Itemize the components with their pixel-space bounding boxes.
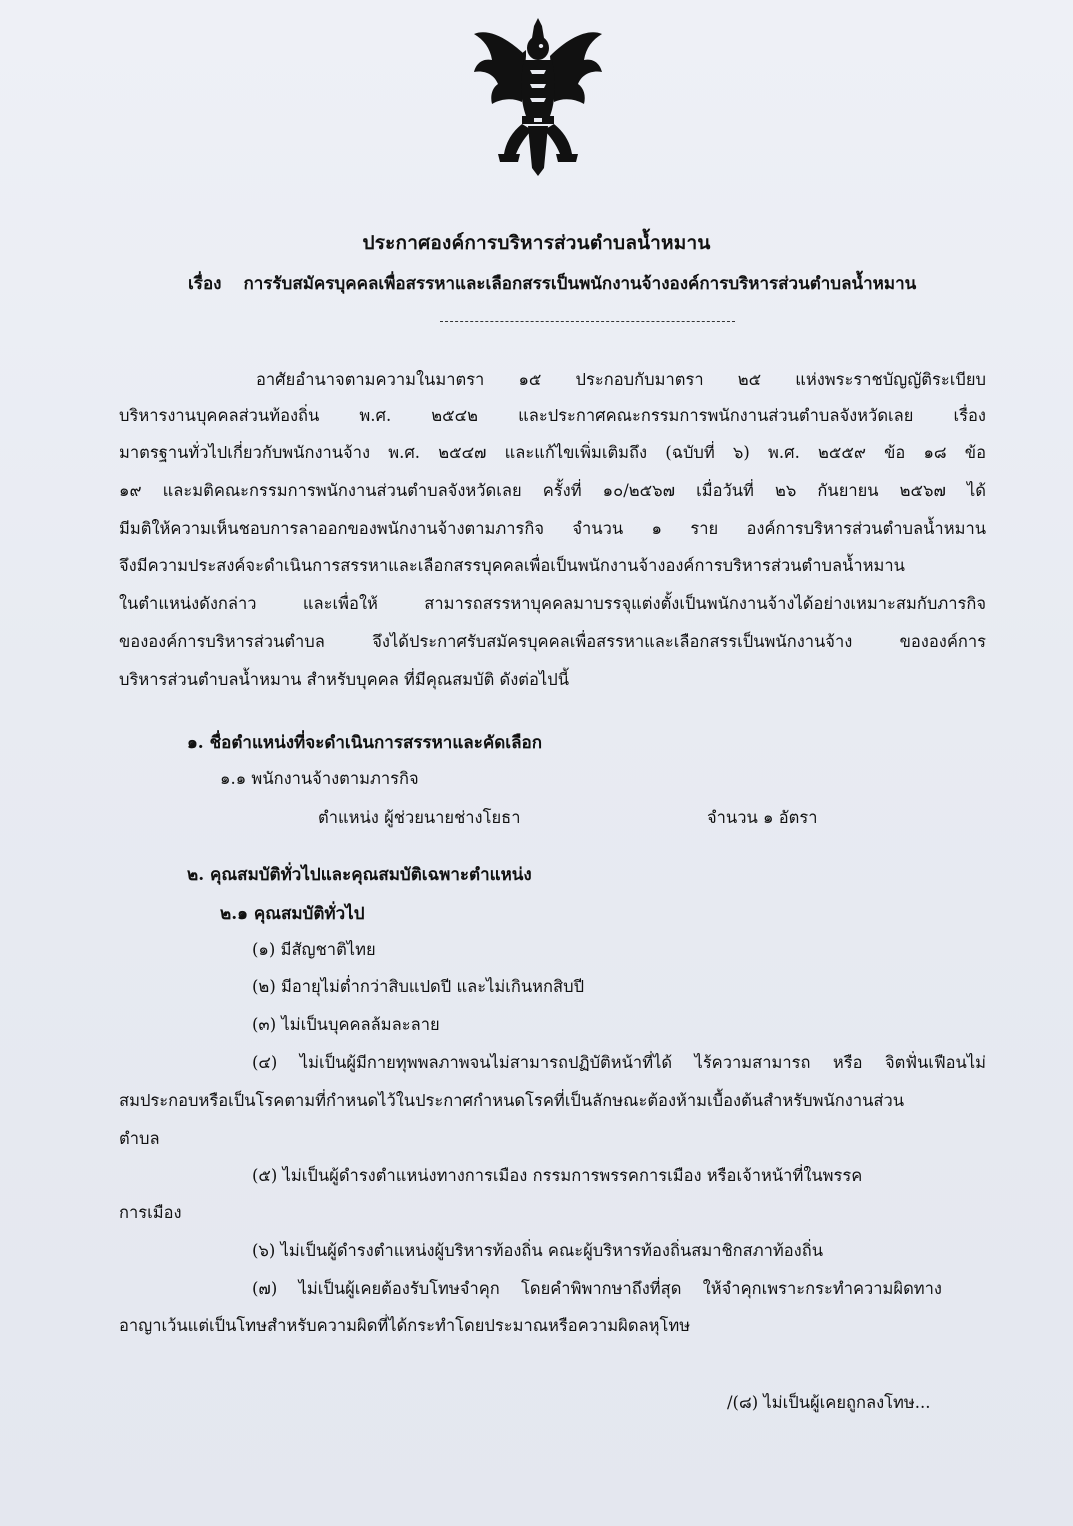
qualification-4-line-1: (๔) ไม่เป็นผู้มีกายทุพพลภาพจนไม่สามารถปฏิบัติหน้าที่ได้ ไร้ความสามารถ หรือ จิตฟั่นเฟือนไม่ [252, 1053, 986, 1072]
position-name: ตำแหน่ง ผู้ช่วยนายช่างโยธา [318, 808, 521, 827]
qualification-4-line-3: ตำบล [119, 1129, 160, 1148]
qualification-6: (๖) ไม่เป็นผู้ดำรงตำแหน่งผู้บริหารท้องถิ่น คณะผู้บริหารท้องถิ่นสมาชิกสภาท้องถิ่น [252, 1241, 823, 1260]
qualification-7-line-2: อาญาเว้นแต่เป็นโทษสำหรับความผิดที่ได้กระทำโดยประมาณหรือความผิดลหุโทษ [119, 1316, 691, 1335]
section-1-1: ๑.๑ พนักงานจ้างตามภารกิจ [220, 769, 419, 788]
preamble-line-7: ในตำแหน่งดังกล่าว และเพื่อให้ สามารถสรรหาบุคคลมาบรรจุแต่งตั้งเป็นพนักงานจ้างได้อย่างเหมาะสมกับภารกิจ [119, 594, 986, 613]
separator-line [440, 321, 735, 322]
section-2-1: ๒.๑ คุณสมบัติทั่วไป [220, 904, 365, 924]
preamble-line-5: มีมติให้ความเห็นชอบการลาออกของพนักงานจ้างตามภารกิจ จำนวน ๑ ราย องค์การบริหารส่วนตำบลน้ำหมาน [119, 519, 986, 538]
subject-text: การรับสมัครบุคคลเพื่อสรรหาและเลือกสรรเป็นพนักงานจ้างองค์การบริหารส่วนตำบลน้ำหมาน [243, 274, 917, 294]
qualification-7-line-1: (๗) ไม่เป็นผู้เคยต้องรับโทษจำคุก โดยคำพิพากษาถึงที่สุด ให้จำคุกเพราะกระทำความผิดทาง [252, 1279, 942, 1298]
qualification-5-line-1: (๕) ไม่เป็นผู้ดำรงตำแหน่งทางการเมือง กรรมการพรรคการเมือง หรือเจ้าหน้าที่ในพรรค [252, 1166, 863, 1185]
qualification-3: (๓) ไม่เป็นบุคคลล้มละลาย [252, 1015, 440, 1034]
qualification-4-line-2: สมประกอบหรือเป็นโรคตามที่กำหนดไว้ในประกาศกำหนดโรคที่เป็นลักษณะต้องห้ามเบื้องต้นสำหรับพนักงานส่วน [119, 1091, 904, 1110]
subject-label: เรื่อง [188, 274, 222, 294]
garuda-emblem-icon [468, 18, 608, 178]
qualification-5-line-2: การเมือง [119, 1203, 182, 1222]
section-2-heading: ๒. คุณสมบัติทั่วไปและคุณสมบัติเฉพาะตำแหน่ง [187, 865, 532, 885]
preamble-line-2: บริหารงานบุคคลส่วนท้องถิ่น พ.ศ. ๒๕๔๒ และประกาศคณะกรรมการพนักงานส่วนตำบลจังหวัดเลย เรื่อง [119, 406, 986, 425]
preamble-line-6: จึงมีความประสงค์จะดำเนินการสรรหาและเลือกสรรบุคคลเพื่อเป็นพนักงานจ้างองค์การบริหารส่วนตำบลน้ำหมาน [119, 556, 905, 575]
preamble-line-9: บริหารส่วนตำบลน้ำหมาน สำหรับบุคคล ที่มีคุณสมบัติ ดังต่อไปนี้ [119, 670, 569, 689]
preamble-line-4: ๑๙ และมติคณะกรรมการพนักงานส่วนตำบลจังหวัดเลย ครั้งที่ ๑๐/๒๕๖๗ เมื่อวันที่ ๒๖ กันยายน ๒๕๖๗ ได้ [119, 481, 986, 500]
preamble-line-3: มาตรฐานทั่วไปเกี่ยวกับพนักงานจ้าง พ.ศ. ๒๕๔๗ และแก้ไขเพิ่มเติมถึง (ฉบับที่ ๖) พ.ศ. ๒๕๕๙ ข้อ ๑๘ ข้อ [119, 443, 986, 462]
qualification-1: (๑) มีสัญชาติไทย [252, 940, 376, 959]
announcement-title: ประกาศองค์การบริหารส่วนตำบลน้ำหมาน [362, 232, 711, 254]
preamble-line-1: อาศัยอำนาจตามความในมาตรา ๑๕ ประกอบกับมาตรา ๒๕ แห่งพระราชบัญญัติระเบียบ [256, 370, 986, 389]
section-1-heading: ๑. ชื่อตำแหน่งที่จะดำเนินการสรรหาและคัดเลือก [187, 733, 542, 753]
subject-line [188, 270, 916, 297]
position-quota: จำนวน ๑ อัตรา [707, 808, 818, 827]
qualification-2: (๒) มีอายุไม่ต่ำกว่าสิบแปดปี และไม่เกินหกสิบปี [252, 977, 585, 996]
continuation-note: /(๘) ไม่เป็นผู้เคยถูกลงโทษ... [727, 1393, 931, 1412]
preamble-line-8: ขององค์การบริหารส่วนตำบล จึงได้ประกาศรับสมัครบุคคลเพื่อสรรหาและเลือกสรรเป็นพนักงานจ้าง ขององค์การ [119, 632, 986, 651]
